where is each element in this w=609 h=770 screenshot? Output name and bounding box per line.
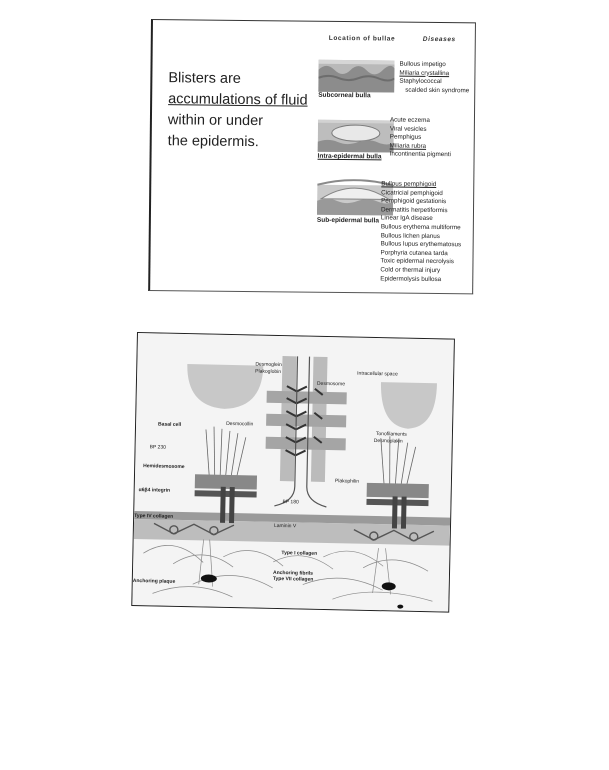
disease-item: Cicatricial pemphigoid — [381, 189, 443, 197]
slide-blister-classification — [148, 19, 476, 294]
disease-item: Miliaria rubra — [389, 142, 427, 150]
subepidermal-bulla-label: Sub-epidermal bulla — [316, 216, 380, 225]
disease-item: Staphylococcal — [399, 77, 442, 86]
label-tonofilaments: Tonofilaments — [375, 431, 407, 438]
disease-item: Cold or thermal injury — [380, 266, 441, 274]
disease-item: Incontinentia pigmenti — [389, 150, 451, 159]
main-text-line-4: the epidermis. — [167, 133, 259, 151]
slide-basement-membrane-diagram — [131, 332, 455, 613]
label-type-vii-collagen: Type VII collagen — [272, 575, 314, 583]
label-plakoglobin: Plakoglobin — [255, 368, 282, 376]
disease-item: Dermatitis herpetiformis — [380, 206, 448, 214]
disease-item: Bullous impetigo — [399, 60, 446, 69]
subepidermal-disease-list — [380, 180, 462, 284]
disease-item: Pemphigoid gestationis — [381, 197, 447, 206]
disease-item: Porphyria cutanea tarda — [380, 249, 448, 257]
subcorneal-bulla-label: Subcorneal bulla — [318, 91, 371, 100]
column-header-diseases: Diseases — [422, 35, 456, 44]
label-desmocollin: Desmocollin — [226, 420, 254, 428]
disease-item: Linear IgA disease — [380, 214, 433, 223]
label-anchoring-plaque: Anchoring plaque — [132, 577, 176, 585]
column-header-location: Location of bullae — [328, 34, 396, 43]
label-anchoring-fibrils: Anchoring fibrils — [272, 569, 314, 577]
disease-item: Pemphigus — [389, 133, 422, 142]
disease-item: Bullous lupus erythematosus — [380, 240, 462, 249]
disease-item: scalded skin syndrome — [405, 86, 470, 95]
disease-item: Bullous pemphigoid — [381, 180, 437, 188]
slide-main-text — [168, 68, 339, 154]
disease-item: Viral vesicles — [389, 125, 427, 133]
disease-item: Bullous lichen planus — [380, 231, 440, 240]
main-text-line-2: accumulations of fluid — [168, 91, 308, 109]
disease-item: Toxic epidermal necrolysis — [380, 257, 455, 266]
label-plakophilin: Plakophilin — [334, 478, 360, 485]
subcorneal-disease-list — [399, 61, 469, 96]
main-text-line-3: within or under — [167, 112, 264, 130]
label-desmoglein: Desmoglein — [255, 361, 282, 369]
label-bp180: BP 180 — [282, 499, 299, 506]
label-integrin: α6β4 integrin — [138, 487, 171, 494]
disease-item: Acute eczema — [389, 116, 430, 124]
intraepidermal-bulla-label: Intra-epidermal bulla — [317, 152, 382, 161]
disease-item: Epidermolysis bullosa — [380, 274, 442, 283]
label-hemidesmosome: Hemidesmosome — [143, 463, 185, 471]
label-desmosome: Desmosome — [316, 380, 346, 388]
intraepidermal-disease-list — [390, 117, 452, 161]
label-type-i-collagen: Type I collagen — [281, 550, 318, 557]
label-type-iv-collagen: Type IV collagen — [134, 512, 174, 520]
disease-item: Miliaria crystallina — [399, 69, 450, 77]
label-basal-cell: Basal cell — [158, 421, 182, 428]
label-intracellular-space: Intracellular space — [357, 370, 398, 378]
intraepidermal-bulla-illustration — [318, 116, 394, 155]
subcorneal-bulla-illustration — [318, 56, 394, 95]
label-desmoplakin: Desmoplakin — [373, 437, 403, 445]
main-text-line-1: Blisters are — [168, 70, 241, 87]
label-laminin-v: Laminin V — [273, 522, 297, 530]
label-bp230: BP 230 — [149, 444, 166, 451]
disease-item: Bullous erythema multiforme — [380, 223, 461, 232]
